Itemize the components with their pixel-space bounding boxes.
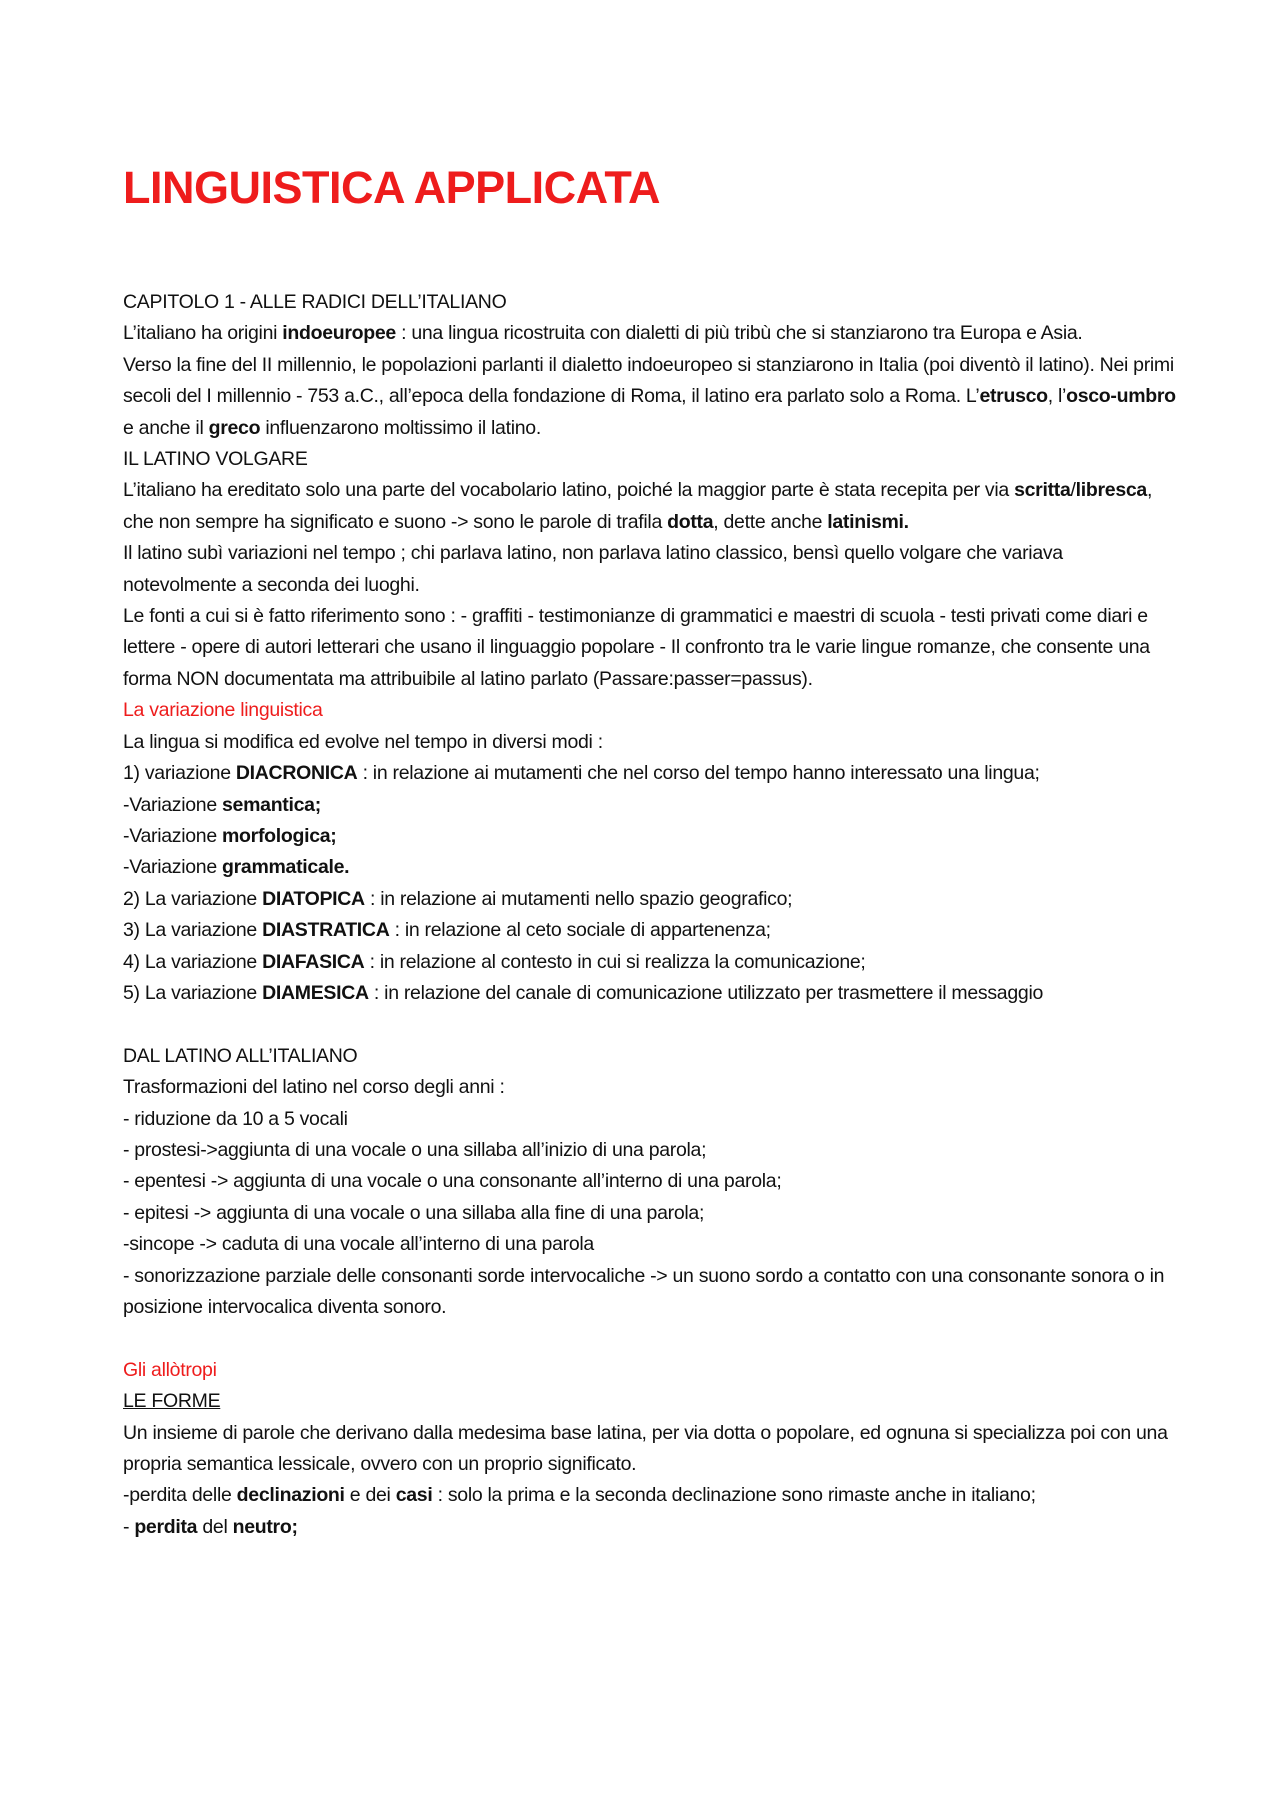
section-heading-variazione: La variazione linguistica <box>123 699 323 722</box>
section-heading-dal-latino: DAL LATINO ALL’ITALIANO <box>123 1044 358 1067</box>
document-body <box>123 287 1178 1543</box>
list-item: -Variazione grammaticale. <box>123 856 350 879</box>
list-item: -sincope -> caduta di una vocale all’interno di una parola <box>123 1233 594 1256</box>
list-item: -Variazione morfologica; <box>123 824 337 847</box>
list-item: 5) La variazione DIAMESICA : in relazione del canale di comunicazione utilizzato per trasmettere il messaggio <box>123 981 1044 1004</box>
list-item: 4) La variazione DIAFASICA : in relazione al contesto in cui si realizza la comunicazione; <box>123 950 866 973</box>
blank-line <box>123 1323 1178 1354</box>
paragraph-intro: Trasformazioni del latino nel corso degli anni : <box>123 1076 505 1099</box>
bold-term: osco-umbro <box>1066 385 1176 408</box>
bold-term: indoeuropee <box>282 322 396 345</box>
paragraph-variazioni: Il latino subì variazioni nel tempo ; chi parlava latino, non parlava latino classico, bensì quello volgare che variava notevolmente a seconda dei luoghi. <box>123 542 1063 596</box>
blank-line <box>123 1009 1178 1040</box>
list-item: -perdita delle declinazioni e dei casi : solo la prima e la seconda declinazione sono rimaste anche in italiano; <box>123 1484 1036 1507</box>
document-title: LINGUISTICA APPLICATA <box>123 162 660 213</box>
bold-term: scritta <box>1014 479 1071 502</box>
bold-term: dotta <box>667 510 714 533</box>
section-heading-latino-volgare: IL LATINO VOLGARE <box>123 448 308 471</box>
paragraph-intro: La lingua si modifica ed evolve nel tempo in diversi modi : <box>123 730 603 753</box>
subheading-le-forme: LE FORME <box>123 1390 221 1413</box>
list-item: 2) La variazione DIATOPICA : in relazione ai mutamenti nello spazio geografico; <box>123 887 793 910</box>
paragraph-fonti: Le fonti a cui si è fatto riferimento sono : - graffiti - testimonianze di grammatici e maestri di scuola - testi privati come diari e lettere - opere di autori letterari che usano il linguaggio popolare - Il confronto tra le varie lingue romanze, che consente una forma NON documentata ma attribuibile al latino parlato (Passare:passer=passus). <box>123 605 1150 690</box>
list-item: - sonorizzazione parziale delle consonanti sorde intervocaliche -> un suono sordo a contatto con una consonante sonora o in posizione intervocalica diventa sonoro. <box>123 1264 1165 1318</box>
list-item: - perdita del neutro; <box>123 1515 298 1538</box>
chapter-heading: CAPITOLO 1 - ALLE RADICI DELL’ITALIANO <box>123 291 507 313</box>
list-item: - epitesi -> aggiunta di una vocale o una sillaba alla fine di una parola; <box>123 1201 705 1224</box>
bold-term: libresca <box>1075 479 1147 502</box>
bold-term: latinismi. <box>827 510 909 533</box>
list-item: 3) La variazione DIASTRATICA : in relazione al ceto sociale di appartenenza; <box>123 919 771 942</box>
bold-term: greco <box>208 416 261 439</box>
list-item: - prostesi->aggiunta di una vocale o una sillaba all’inizio di una parola; <box>123 1138 707 1161</box>
paragraph-origins: L’italiano ha origini indoeuropee : una lingua ricostruita con dialetti di più tribù che si stanziarono tra Europa e Asia. <box>123 322 1083 345</box>
paragraph-vocabolario: L’italiano ha ereditato solo una parte del vocabolario latino, poiché la maggior parte è stata recepita per via scritta/libresca, che non sempre ha significato e suono -> sono le parole di trafila dotta, dette anche latinismi. <box>123 479 1153 533</box>
list-item: - riduzione da 10 a 5 vocali <box>123 1107 348 1130</box>
list-item: 1) variazione DIACRONICA : in relazione ai mutamenti che nel corso del tempo hanno interessato una lingua; <box>123 762 1040 785</box>
list-item: -Variazione semantica; <box>123 793 321 816</box>
bold-term: etrusco <box>979 385 1048 408</box>
list-item: - epentesi -> aggiunta di una vocale o una consonante all’interno di una parola; <box>123 1170 782 1193</box>
paragraph-history: Verso la fine del II millennio, le popolazioni parlanti il dialetto indoeuropeo si stanziarono in Italia (poi diventò il latino). Nei primi secoli del I millennio - 753 a.C., all’epoca della fondazione di Roma, il latino era parlato solo a Roma. L’etrusco, l’osco-umbro e anche il greco influenzarono moltissimo il latino. <box>123 353 1176 439</box>
paragraph-definition: Un insieme di parole che derivano dalla medesima base latina, per via dotta o popolare, ed ognuna si specializza poi con una propria semantica lessicale, ovvero con un proprio significato. <box>123 1421 1168 1475</box>
section-heading-allotropi: Gli allòtropi <box>123 1358 217 1381</box>
